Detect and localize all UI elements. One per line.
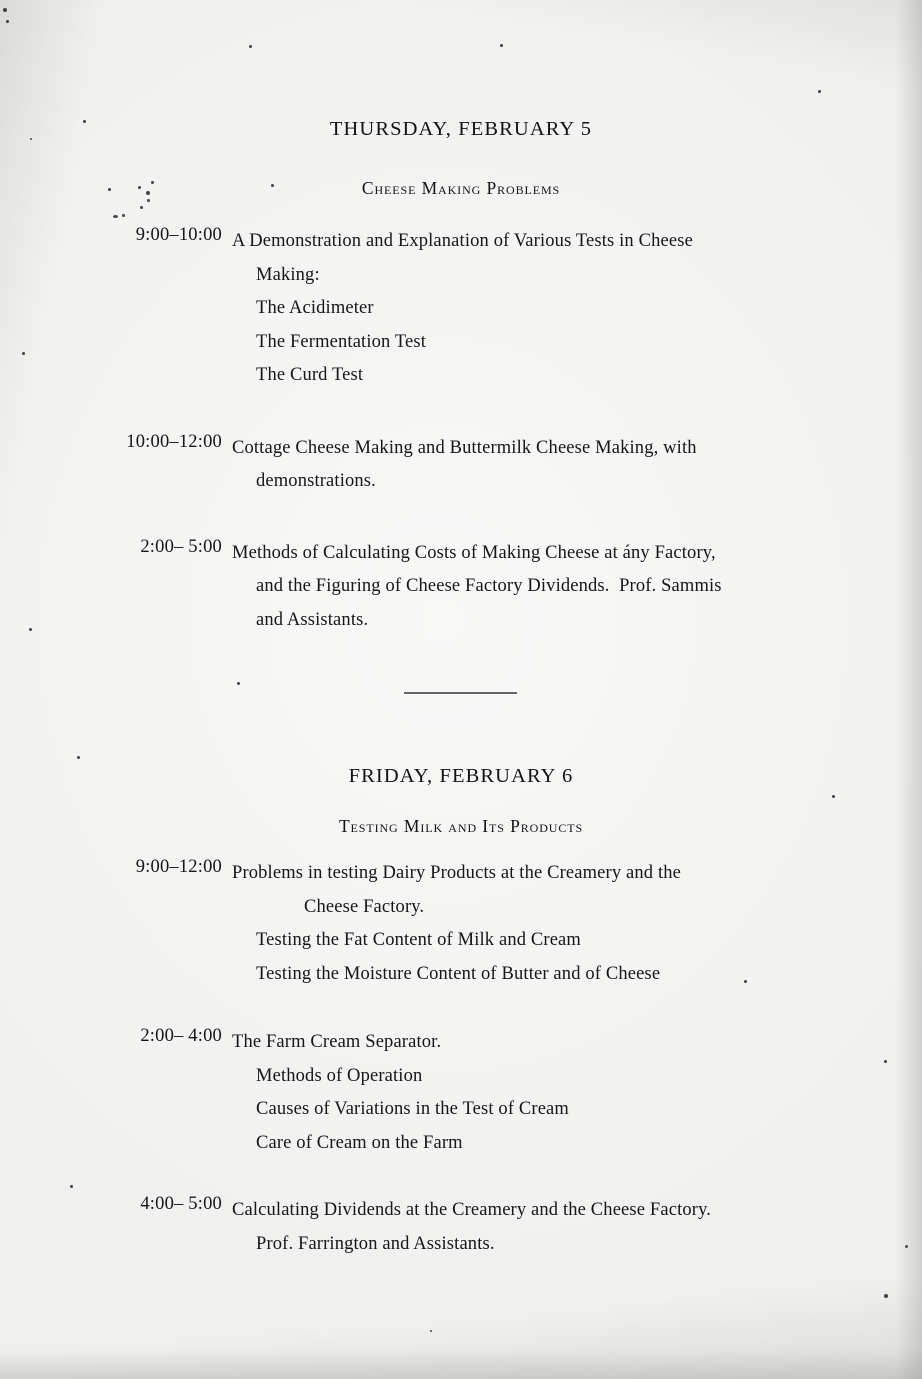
entry-subline: and the Figuring of Cheese Factory Dividends. Prof. Sammis [256,576,722,596]
day-title-friday: FRIDAY, FEBRUARY 6 [348,765,574,787]
scan-speck [138,186,141,189]
scan-speck [147,199,150,202]
scan-speck [77,756,80,759]
schedule-entry [0,857,922,991]
scan-speck [140,206,143,209]
entry-subline: Care of Cream on the Farm [256,1132,463,1153]
schedule-entry [0,432,922,499]
section-title-cheese-making-problems: Cheese Making Problems [361,178,561,198]
page-edge-shadow-right [896,0,922,1379]
schedule-entry [0,1194,922,1261]
entry-subline: The Curd Test [256,365,364,385]
scan-speck [884,1060,887,1063]
entry-subline: Testing the Fat Content of Milk and Cream [256,930,581,950]
scan-speck [744,980,747,983]
scan-speck [430,1330,432,1332]
scan-speck [122,214,125,217]
scan-speck [818,90,821,93]
scan-speck [249,45,252,48]
scan-speck [83,120,86,123]
scan-speck [237,682,240,685]
day-block-friday [0,765,922,1261]
scan-speck [6,20,9,23]
entry-subline: Causes of Variations in the Test of Cream [256,1099,569,1119]
entry-subline: and Assistants. [256,609,369,630]
entry-time: 9:00–12:00 [135,857,222,877]
entry-body [232,225,922,393]
schedule-entry [0,225,922,393]
entry-lead: Problems in testing Dairy Products at the Creamery and the [232,863,682,883]
scan-speck [108,188,111,191]
scan-speck [832,795,835,798]
entry-time: 4:00– 5:00 [140,1194,222,1214]
entry-lead: A Demonstration and Explanation of Various Tests in Cheese [232,231,693,251]
schedule-entry [0,537,922,638]
entry-subline: Cheese Factory. [304,896,425,917]
entry-time: 2:00– 5:00 [140,536,222,557]
entry-subline: Testing the Moisture Content of Butter and of Cheese [256,963,661,984]
scan-speck [884,1294,888,1298]
day-title-thursday: THURSDAY, FEBRUARY 5 [329,118,593,140]
page-edge-shadow-bottom [0,1349,922,1379]
scan-speck [29,628,32,631]
entry-lead: Methods of Calculating Costs of Making Cheese at ány Factory, [232,542,716,563]
entry-lead: The Farm Cream Separator. [232,1032,442,1052]
entry-body [232,1026,922,1160]
section-title-testing-milk-and-its-products: Testing Milk and Its Products [338,816,584,836]
entry-time: 10:00–12:00 [126,431,222,452]
scan-speck [113,215,118,218]
scan-speck [146,191,150,195]
entry-time: 9:00–10:00 [135,225,222,245]
entry-subline: The Fermentation Test [256,331,427,352]
entry-subline: Methods of Operation [256,1065,423,1086]
scan-speck [151,181,154,184]
scan-speck [22,352,25,355]
entry-subline: Prof. Farrington and Assistants. [256,1233,495,1254]
entry-body [232,857,922,991]
section-divider-rule [404,692,517,694]
entry-subline: demonstrations. [256,471,376,491]
entry-subline: Making: [256,264,320,285]
day-block-thursday [0,118,922,637]
scan-speck [500,44,503,47]
scan-speck [30,138,32,140]
scan-speck [271,184,274,187]
entry-body [232,537,922,638]
schedule-entry [0,1026,922,1160]
entry-body [232,1194,922,1261]
entry-lead: Cottage Cheese Making and Buttermilk Cheese Making, with [232,437,697,458]
entry-subline: The Acidimeter [256,298,374,318]
scan-speck [70,1185,73,1188]
entry-lead: Calculating Dividends at the Creamery and the Cheese Factory. [232,1200,712,1220]
entry-time: 2:00– 4:00 [140,1026,222,1046]
scan-speck [3,8,7,12]
entry-body [232,432,922,499]
